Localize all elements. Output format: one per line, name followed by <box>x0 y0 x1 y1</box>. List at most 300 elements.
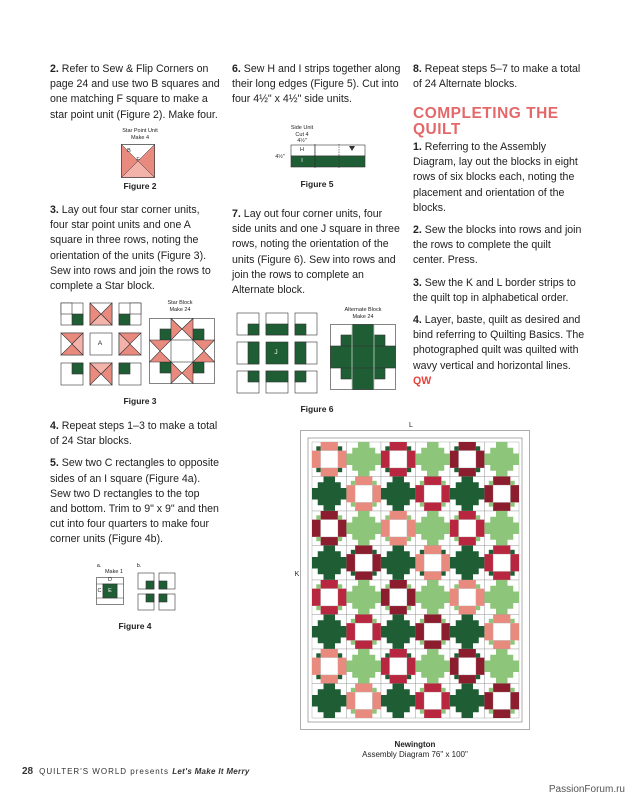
quilt-patch <box>372 485 381 502</box>
quilt-patch <box>416 454 451 466</box>
quilt-patch <box>372 481 376 485</box>
quilt-patch <box>490 465 496 471</box>
quilt-patch <box>372 550 376 554</box>
quilt-patch <box>476 451 485 468</box>
quilt-patch <box>355 485 372 502</box>
quilt-patch <box>352 517 358 523</box>
quilt-patch <box>407 468 411 472</box>
quilt-patch <box>390 649 407 658</box>
quilt-patch <box>316 537 320 541</box>
quilt-patch <box>312 488 347 500</box>
quilt-patch <box>416 623 425 640</box>
quilt-patch <box>485 454 520 466</box>
quilt-patch <box>355 477 372 486</box>
quilt-patch <box>347 661 382 673</box>
quilt-patch <box>476 520 485 537</box>
quilt-patch <box>355 709 372 718</box>
quilt-patch <box>424 692 441 709</box>
quilt-patch <box>485 554 494 571</box>
fig3-label-a: A <box>97 340 103 347</box>
quilt-patch <box>316 446 320 450</box>
quilt-patch <box>387 638 393 644</box>
quilt-patch <box>441 692 450 709</box>
quilt-patch <box>312 695 347 707</box>
quilt-patch <box>454 468 458 472</box>
quilt-patch <box>385 584 389 588</box>
step-6: 6. Sew H and I strips together along their long edges (Figure 5). Cut into four 4½" x 4½" side units. <box>232 63 401 106</box>
quilt-patch <box>387 500 393 506</box>
page-footer <box>22 766 250 777</box>
section-heading: COMPLETING THE QUILT <box>413 105 559 138</box>
quilt-patch <box>355 640 372 649</box>
quilt-patch <box>476 658 485 675</box>
quilt-patch <box>351 502 355 506</box>
step-7: 7. Lay out four corner units, four side units and one J square in three rows, noting the orientation of the units (Figure 6). Sew into rows and join the rows to complete an Alternate block. <box>232 208 400 297</box>
figure-4b-diagram <box>137 572 177 612</box>
quilt-patch <box>476 589 485 606</box>
quilt-patch <box>459 606 476 615</box>
figure-5-caption: Figure 5 <box>300 179 334 189</box>
quilt-patch <box>489 709 493 713</box>
quilt-patch <box>420 481 424 485</box>
quilt-patch <box>390 442 407 451</box>
quilt-patch <box>508 517 514 523</box>
quilt-patch <box>370 655 376 661</box>
quilt-patch <box>485 692 494 709</box>
quilt-patch <box>450 695 485 707</box>
quilt-patch <box>318 638 324 644</box>
quilt-patch <box>424 684 441 693</box>
quilt-patch <box>352 655 358 661</box>
quilt-patch <box>404 500 410 506</box>
quilt-patch <box>316 468 320 472</box>
quilt-patch <box>381 520 390 537</box>
quilt-patch <box>493 546 510 555</box>
quilt-patch <box>510 692 519 709</box>
quilt-patch <box>489 502 493 506</box>
quilt-patch <box>450 488 485 500</box>
quilt-patch <box>454 537 458 541</box>
quilt-patch <box>510 485 519 502</box>
quilt-patch <box>450 520 459 537</box>
quilt-patch <box>489 619 493 623</box>
quilt-patch <box>420 688 424 692</box>
quilt-patch <box>420 571 424 575</box>
quilt-patch <box>321 675 338 684</box>
quilt-patch <box>441 619 445 623</box>
figure-2-caption: Figure 2 <box>123 181 157 191</box>
quilt-patch <box>493 623 510 640</box>
quilt-patch <box>390 580 407 589</box>
quilt-patch <box>347 623 356 640</box>
quilt-patch <box>459 537 476 546</box>
fig2-title: Star Point Unit Make 4 <box>122 128 158 141</box>
quilt-patch <box>459 468 476 477</box>
fig4-label-d: D <box>108 577 112 583</box>
quilt-patch <box>407 653 411 657</box>
quilt-patch <box>352 586 358 592</box>
quilt-patch <box>338 520 347 537</box>
quilt-patch <box>510 481 514 485</box>
assembly-diagram <box>300 430 530 730</box>
quilt-patch <box>485 661 520 673</box>
fig2-label-f: F <box>136 157 140 163</box>
quilt-patch <box>508 655 514 661</box>
quilt-patch <box>450 557 485 569</box>
quilt-patch <box>404 551 410 557</box>
assembly-caption: Newington Assembly Diagram 76" x 100" <box>362 740 468 759</box>
quilt-patch <box>493 477 510 486</box>
quilt-patch <box>490 586 496 592</box>
quilt-patch <box>318 500 324 506</box>
complete-step-2: 2. Sew the blocks into rows and join the rows to complete the quilt center. Press. <box>413 224 582 267</box>
quilt-patch <box>355 571 372 580</box>
column-3-body <box>413 140 585 396</box>
quilt-patch <box>416 554 425 571</box>
quilt-patch <box>416 592 451 604</box>
quilt-patch <box>450 451 459 468</box>
quilt-patch <box>424 709 441 718</box>
quilt-patch <box>476 515 480 519</box>
quilt-patch <box>485 592 520 604</box>
quilt-patch <box>473 689 479 695</box>
quilt-patch <box>473 551 479 557</box>
quilt-patch <box>385 515 389 519</box>
quilt-patch <box>454 446 458 450</box>
quilt-patch <box>459 589 476 606</box>
quilt-patch <box>508 586 514 592</box>
quilt-patch <box>318 569 324 575</box>
quilt-patch <box>321 580 338 589</box>
quilt-patch <box>508 465 514 471</box>
quilt-patch <box>355 546 372 555</box>
quilt-patch <box>416 523 451 535</box>
quilt-patch <box>407 675 411 679</box>
quilt-patch <box>321 468 338 477</box>
quilt-patch <box>316 584 320 588</box>
figure-3-caption: Figure 3 <box>123 396 157 406</box>
quilt-patch <box>390 468 407 477</box>
quilt-patch <box>454 584 458 588</box>
quilt-patch <box>385 468 389 472</box>
quilt-patch <box>338 451 347 468</box>
fig4-label-c: C <box>97 588 102 594</box>
quilt-patch <box>335 500 341 506</box>
quilt-patch <box>424 546 441 555</box>
quilt-patch <box>407 606 411 610</box>
quilt-patch <box>441 485 450 502</box>
quilt-patch <box>421 603 427 609</box>
quilt-patch <box>312 451 321 468</box>
quilt-patch <box>318 620 324 626</box>
quilt-patch <box>335 638 341 644</box>
quilt-patch <box>347 592 382 604</box>
quilt-patch <box>372 571 376 575</box>
fig3-title: Star Block Make 24 <box>167 300 193 313</box>
complete-step-1: 1. Referring to the Assembly Diagram, lay out the blocks in eight rows of six blocks each, noting the placement and orientation of the blocks. <box>413 141 578 214</box>
column-2-mid <box>232 207 404 305</box>
quilt-patch <box>424 640 441 649</box>
quilt-patch <box>441 502 445 506</box>
fig5-label-i: I <box>301 158 303 164</box>
quilt-patch <box>321 511 338 520</box>
quilt-patch <box>476 675 480 679</box>
fig6-label-j: J <box>274 349 278 356</box>
quilt-patch <box>335 620 341 626</box>
quilt-patch <box>338 606 342 610</box>
quilt-patch <box>450 589 459 606</box>
quilt-patch <box>510 502 514 506</box>
quilt-patch <box>372 623 381 640</box>
quilt-patch <box>316 515 320 519</box>
quilt-patch <box>476 468 480 472</box>
quilt-patch <box>338 589 347 606</box>
quilt-patch <box>387 689 393 695</box>
quilt-patch <box>351 481 355 485</box>
quilt-patch <box>510 554 519 571</box>
fig2-label-b: B <box>127 148 131 154</box>
quilt-patch <box>439 672 445 678</box>
quilt-patch <box>424 615 441 624</box>
quilt-patch <box>476 653 480 657</box>
quilt-patch <box>510 640 514 644</box>
quilt-patch <box>338 675 342 679</box>
book-title: Let's Make It Merry <box>172 767 250 776</box>
column-2-top <box>232 62 404 115</box>
quilt-patch <box>370 672 376 678</box>
quilt-patch <box>381 695 416 707</box>
quilt-patch <box>390 520 407 537</box>
quilt-patch <box>459 675 476 684</box>
quilt-patch <box>421 586 427 592</box>
quilt-patch <box>416 485 425 502</box>
figure-6-caption: Figure 6 <box>300 404 334 414</box>
quilt-patch <box>318 707 324 713</box>
quilt-patch <box>372 640 376 644</box>
quilt-patch <box>352 672 358 678</box>
quilt-patch <box>407 520 416 537</box>
quilt-patch <box>489 550 493 554</box>
quilt-patch <box>372 709 376 713</box>
quilt-patch <box>459 511 476 520</box>
quilt-patch <box>493 709 510 718</box>
quilt-patch <box>352 465 358 471</box>
quilt-patch <box>316 606 320 610</box>
quilt-patch <box>372 554 381 571</box>
fig4-label-b: b. <box>136 563 142 569</box>
quilt-patch <box>318 689 324 695</box>
quilt-patch <box>312 658 321 675</box>
quilt-patch <box>441 688 445 692</box>
quilt-patch <box>321 537 338 546</box>
quilt-patch <box>454 653 458 657</box>
quilt-patch <box>352 448 358 454</box>
quilt-patch <box>454 606 458 610</box>
quilt-patch <box>390 451 407 468</box>
quilt-patch <box>490 448 496 454</box>
quilt-patch <box>489 640 493 644</box>
quilt-patch <box>490 534 496 540</box>
quilt-patch <box>441 623 450 640</box>
quilt-patch <box>454 515 458 519</box>
quilt-patch <box>456 638 462 644</box>
quilt-patch <box>456 482 462 488</box>
column-3-top <box>413 62 585 99</box>
quilt-patch <box>424 554 441 571</box>
quilt-patch <box>335 551 341 557</box>
step-2: 2. Refer to Sew & Flip Corners on page 24 and use two B squares and one matching F square to make a star point unit (Figure 2). Make four. <box>50 63 220 121</box>
quilt-patch <box>493 615 510 624</box>
quilt-patch <box>390 658 407 675</box>
quilt-patch <box>387 482 393 488</box>
quilt-patch <box>370 586 376 592</box>
quilt-patch <box>416 661 451 673</box>
column-1-mid <box>50 203 220 301</box>
quilt-patch <box>441 550 445 554</box>
quilt-patch <box>493 640 510 649</box>
quilt-patch <box>407 515 411 519</box>
column-1-bottom <box>50 419 220 555</box>
quilt-patch <box>490 655 496 661</box>
quilt-patch <box>510 550 514 554</box>
figure-6-alternate-block <box>330 324 396 390</box>
quilt-patch <box>372 692 381 709</box>
fig5-title: Side Unit Cut 4 4½" <box>290 125 314 144</box>
quilt-patch <box>338 653 342 657</box>
quilt-patch <box>450 626 485 638</box>
quilt-patch <box>318 551 324 557</box>
quilt-patch <box>441 571 445 575</box>
quilt-patch <box>387 551 393 557</box>
quilt-patch <box>387 569 393 575</box>
quilt-patch <box>493 571 510 580</box>
quilt-patch <box>312 520 321 537</box>
quilt-patch <box>485 523 520 535</box>
quilt-patch <box>338 537 342 541</box>
quilt-patch <box>489 571 493 575</box>
quilt-patch <box>372 502 376 506</box>
quilt-patch <box>338 468 342 472</box>
quilt-patch <box>510 571 514 575</box>
quilt-patch <box>421 672 427 678</box>
quilt-patch <box>510 619 514 623</box>
quilt-patch <box>424 485 441 502</box>
fig5-label-h: H <box>300 147 304 153</box>
quilt-patch <box>493 692 510 709</box>
quilt-patch <box>473 707 479 713</box>
quilt-patch <box>456 551 462 557</box>
quilt-patch <box>385 675 389 679</box>
quilt-patch <box>370 534 376 540</box>
quilt-patch <box>321 451 338 468</box>
quilt-patch <box>490 672 496 678</box>
quilt-patch <box>321 658 338 675</box>
step-3: 3. Lay out four star corner units, four star point units and one A square in three rows, noting the orientation of the units (Figure 3). Sew into rows and join the rows to complete a Star block. <box>50 204 211 293</box>
quilt-patch <box>459 658 476 675</box>
quilt-patch <box>407 584 411 588</box>
quilt-patch <box>321 606 338 615</box>
quilt-patch <box>420 550 424 554</box>
quilt-patch <box>321 649 338 658</box>
quilt-patch <box>318 482 324 488</box>
quilt-patch <box>404 689 410 695</box>
quilt-patch <box>508 448 514 454</box>
quilt-patch <box>385 653 389 657</box>
quilt-patch <box>370 465 376 471</box>
quilt-patch <box>312 589 321 606</box>
quilt-patch <box>510 709 514 713</box>
quilt-patch <box>459 442 476 451</box>
quilt-patch <box>351 550 355 554</box>
quilt-patch <box>347 523 382 535</box>
quilt-patch <box>459 451 476 468</box>
quilt-patch <box>347 485 356 502</box>
quilt-patch <box>404 569 410 575</box>
quilt-patch <box>493 485 510 502</box>
quilt-patch <box>381 658 390 675</box>
quilt-patch <box>381 589 390 606</box>
quilt-patch <box>385 446 389 450</box>
quilt-patch <box>490 517 496 523</box>
step-8: 8. Repeat steps 5–7 to make a total of 24 Alternate blocks. <box>413 63 581 91</box>
quilt-patch <box>372 688 376 692</box>
quilt-patch <box>459 649 476 658</box>
quilt-patch <box>390 511 407 520</box>
quilt-patch <box>352 603 358 609</box>
quilt-patch <box>321 589 338 606</box>
quilt-patch <box>390 606 407 615</box>
step-4: 4. Repeat steps 1–3 to make a total of 24 Star blocks. <box>50 420 218 448</box>
quilt-patch <box>456 707 462 713</box>
quilt-patch <box>490 603 496 609</box>
fig5-side-dim: 4½" <box>275 154 285 160</box>
quilt-patch <box>441 481 445 485</box>
quilt-patch <box>420 619 424 623</box>
quilt-patch <box>476 446 480 450</box>
quilt-patch <box>510 688 514 692</box>
page-number: 28 <box>22 766 34 777</box>
quilt-patch <box>420 640 424 644</box>
fig4-make: Make 1 <box>104 569 124 575</box>
quilt-patch <box>407 537 411 541</box>
quilt-patch <box>335 482 341 488</box>
quilt-patch <box>407 451 416 468</box>
quilt-patch <box>439 517 445 523</box>
quilt-patch <box>390 589 407 606</box>
assembly-blocks <box>301 431 530 730</box>
quilt-patch <box>439 534 445 540</box>
quilt-patch <box>321 520 338 537</box>
quilt-patch <box>420 502 424 506</box>
fig4-label-a: a. <box>96 563 102 569</box>
quilt-patch <box>338 515 342 519</box>
quilt-patch <box>370 603 376 609</box>
column-1 <box>50 62 220 130</box>
quilt-patch <box>489 481 493 485</box>
quilt-patch <box>439 655 445 661</box>
quilt-patch <box>456 689 462 695</box>
quilt-patch <box>351 640 355 644</box>
quilt-patch <box>347 554 356 571</box>
figure-3-star-block <box>149 318 215 384</box>
quilt-patch <box>370 517 376 523</box>
quilt-patch <box>355 615 372 624</box>
quilt-patch <box>355 692 372 709</box>
quilt-patch <box>355 623 372 640</box>
quilt-patch <box>312 626 347 638</box>
assembly-label-l: L <box>409 422 413 429</box>
quilt-patch <box>351 709 355 713</box>
